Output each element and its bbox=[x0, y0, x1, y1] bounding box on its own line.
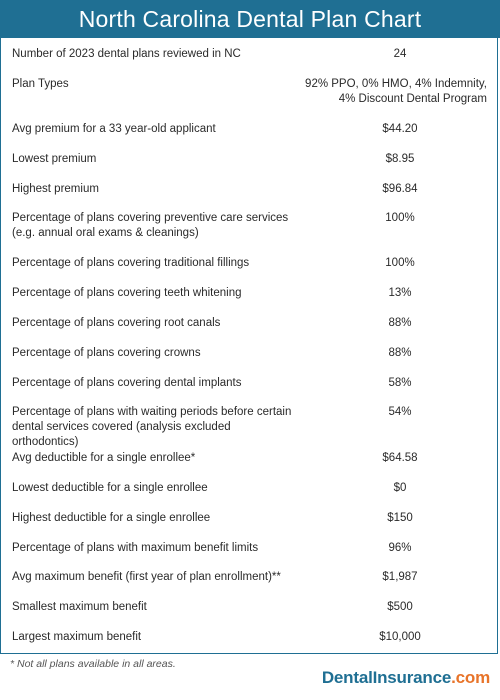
table-row bbox=[1, 211, 499, 241]
table-row bbox=[1, 511, 499, 526]
row-value: 88% bbox=[388, 347, 412, 359]
table-row bbox=[1, 570, 499, 585]
table-row bbox=[1, 481, 499, 496]
logo-text-main: DentalInsurance bbox=[321, 668, 452, 687]
title-bar bbox=[0, 0, 500, 38]
dentalinsurance-logo bbox=[322, 668, 490, 688]
row-value: 58% bbox=[388, 377, 412, 389]
row-label: Lowest premium bbox=[12, 153, 97, 165]
row-value: 92% PPO, 0% HMO, 4% Indemnity, 4% Discount Dental Program bbox=[305, 78, 487, 105]
table-row bbox=[1, 600, 499, 615]
row-value: $500 bbox=[387, 601, 413, 613]
row-label: Highest premium bbox=[12, 183, 99, 195]
row-label: Percentage of plans covering root canals bbox=[12, 317, 221, 329]
row-label: Percentage of plans covering crowns bbox=[12, 347, 201, 359]
row-value: $44.20 bbox=[382, 123, 418, 135]
table-row bbox=[1, 286, 499, 301]
table-row bbox=[1, 47, 499, 62]
table-row bbox=[1, 256, 499, 271]
row-label: Avg maximum benefit (first year of plan enrollment)** bbox=[12, 571, 281, 583]
row-value: 96% bbox=[388, 542, 412, 554]
row-label: Percentage of plans covering preventive care services (e.g. annual oral exams & cleanings) bbox=[12, 212, 289, 239]
table-row bbox=[1, 405, 499, 450]
row-value: 54% bbox=[388, 406, 412, 418]
table-row bbox=[1, 182, 499, 197]
row-value: $1,987 bbox=[382, 571, 418, 583]
row-label: Percentage of plans covering dental implants bbox=[12, 377, 242, 389]
row-label: Highest deductible for a single enrollee bbox=[12, 512, 211, 524]
row-value: $64.58 bbox=[382, 452, 418, 464]
table-row bbox=[1, 451, 499, 466]
plan-data-table bbox=[0, 38, 498, 654]
footer bbox=[0, 654, 500, 700]
table-row bbox=[1, 346, 499, 361]
row-value: $150 bbox=[387, 512, 413, 524]
row-value: 88% bbox=[388, 317, 412, 329]
row-label: Lowest deductible for a single enrollee bbox=[12, 482, 208, 494]
table-row bbox=[1, 541, 499, 556]
table-row bbox=[1, 122, 499, 137]
row-label: Number of 2023 dental plans reviewed in NC bbox=[12, 48, 241, 60]
row-label: Avg premium for a 33 year-old applicant bbox=[12, 123, 216, 135]
page-title: North Carolina Dental Plan Chart bbox=[78, 5, 422, 32]
table-row bbox=[1, 630, 499, 645]
row-value: $10,000 bbox=[379, 631, 421, 643]
row-value: 100% bbox=[385, 257, 415, 269]
row-value: 100% bbox=[385, 212, 415, 224]
table-row bbox=[1, 77, 499, 107]
row-label: Percentage of plans covering teeth whitening bbox=[12, 287, 242, 299]
table-row bbox=[1, 316, 499, 331]
row-value: 13% bbox=[388, 287, 412, 299]
footnote: * Not all plans available in all areas. bbox=[10, 658, 176, 670]
row-value: 24 bbox=[393, 48, 407, 60]
row-value: $96.84 bbox=[382, 183, 418, 195]
row-label: Percentage of plans covering traditional fillings bbox=[12, 257, 250, 269]
table-row bbox=[1, 376, 499, 391]
table-row bbox=[1, 152, 499, 167]
row-label: Largest maximum benefit bbox=[12, 631, 142, 643]
row-label: Avg deductible for a single enrollee* bbox=[12, 452, 196, 464]
logo-text-domain: .com bbox=[451, 668, 490, 687]
row-label: Percentage of plans with waiting periods before certain dental services covered (analysis excluded orthodontics) bbox=[12, 406, 292, 448]
row-label: Smallest maximum benefit bbox=[12, 601, 147, 613]
row-label: Plan Types bbox=[12, 78, 69, 90]
row-value: $0 bbox=[393, 482, 407, 494]
row-value: $8.95 bbox=[385, 153, 415, 165]
row-label: Percentage of plans with maximum benefit limits bbox=[12, 542, 259, 554]
